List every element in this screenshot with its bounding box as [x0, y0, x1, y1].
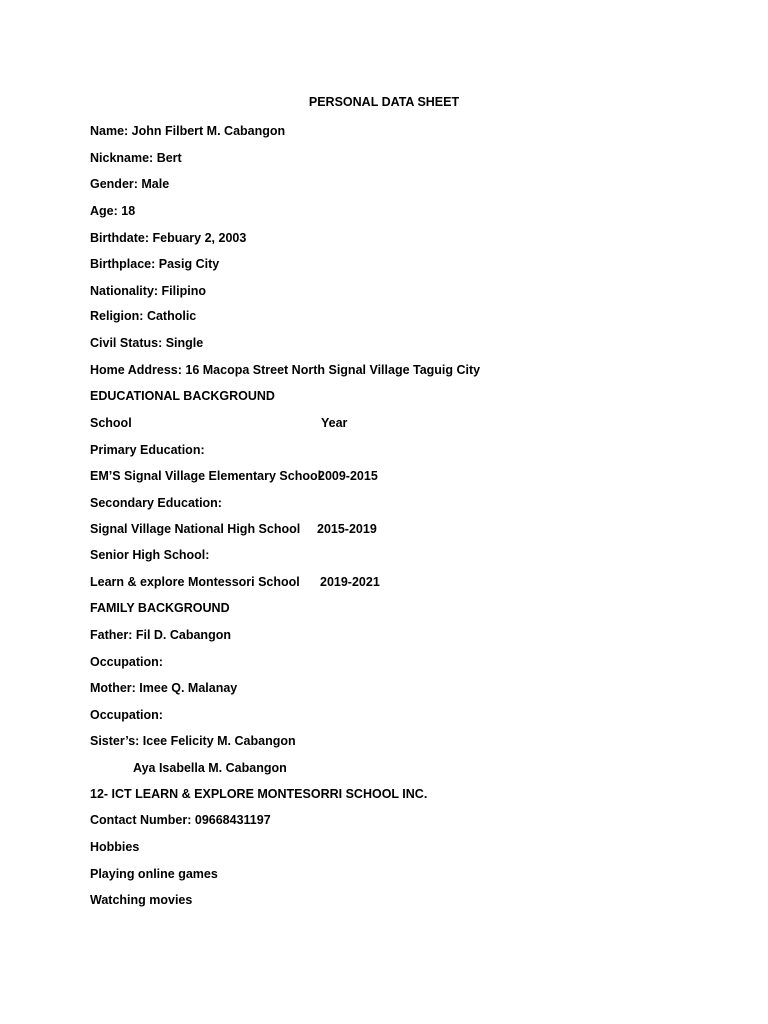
secondary-education-row [90, 521, 490, 537]
nationality-field: Nationality: Filipino [90, 284, 206, 298]
name-field: Name: John Filbert M. Cabangon [90, 124, 286, 138]
primary-school-name: EM’S Signal Village Elementary School [90, 469, 322, 483]
mother-field: Mother: Imee Q. Malanay [90, 681, 238, 695]
document-title: PERSONAL DATA SHEET [308, 95, 460, 109]
birthdate-field: Birthdate: Febuary 2, 2003 [90, 231, 247, 245]
father-field: Father: Fil D. Cabangon [90, 628, 231, 642]
senior-high-label: Senior High School: [90, 548, 210, 562]
contact-number-field: Contact Number: 09668431197 [90, 813, 271, 827]
nickname-field: Nickname: Bert [90, 151, 182, 165]
year-column-header: Year [321, 416, 348, 430]
primary-school-year: 2009-2015 [318, 469, 378, 483]
primary-education-label: Primary Education: [90, 443, 205, 457]
education-column-headers [90, 415, 490, 431]
birthplace-field: Birthplace: Pasig City [90, 257, 220, 271]
secondary-school-year: 2015-2019 [317, 522, 377, 536]
hobbies-heading: Hobbies [90, 840, 140, 854]
education-heading: EDUCATIONAL BACKGROUND [90, 389, 275, 403]
age-field: Age: 18 [90, 204, 136, 218]
secondary-education-label: Secondary Education: [90, 496, 222, 510]
secondary-school-name: Signal Village National High School [90, 522, 301, 536]
hobby-item: Playing online games [90, 867, 218, 881]
school-column-header: School [90, 416, 132, 430]
sister-field: Sister’s: Icee Felicity M. Cabangon [90, 734, 296, 748]
senior-high-school-name: Learn & explore Montessori School [90, 575, 300, 589]
senior-high-row [90, 574, 490, 590]
mother-occupation-field: Occupation: [90, 708, 163, 722]
father-occupation-field: Occupation: [90, 655, 163, 669]
school-line: 12- ICT LEARN & EXPLORE MONTESORRI SCHOOL INC. [90, 787, 428, 801]
hobby-item: Watching movies [90, 893, 193, 907]
religion-field: Religion: Catholic [90, 309, 197, 323]
primary-education-row [90, 468, 490, 484]
senior-high-school-year: 2019-2021 [320, 575, 380, 589]
gender-field: Gender: Male [90, 177, 170, 191]
home-address-field: Home Address: 16 Macopa Street North Signal Village Taguig City [90, 363, 481, 377]
sister-field-2: Aya Isabella M. Cabangon [133, 761, 287, 775]
civil-status-field: Civil Status: Single [90, 336, 204, 350]
family-heading: FAMILY BACKGROUND [90, 601, 230, 615]
